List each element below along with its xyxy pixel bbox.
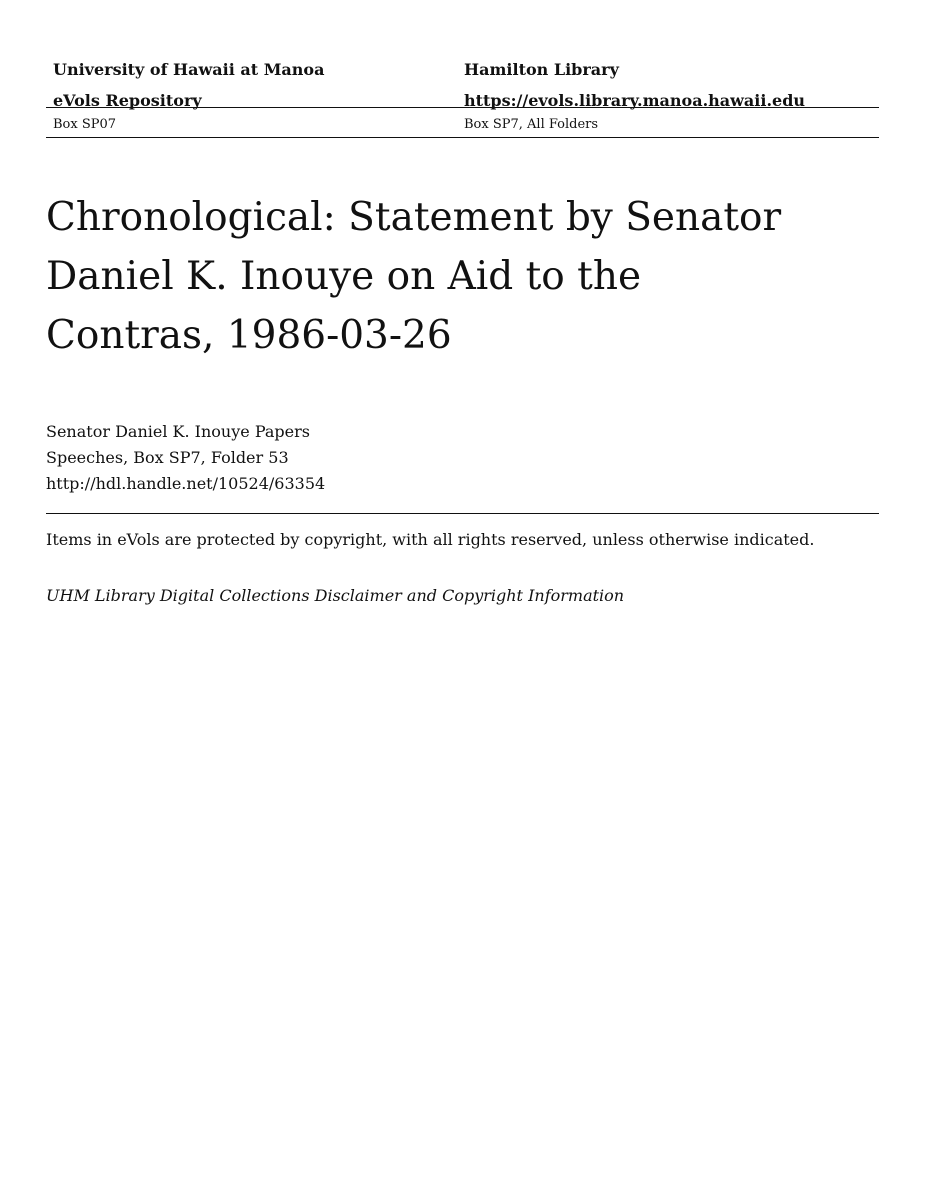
repository-url: https://evols.library.manoa.hawaii.edu [464, 91, 806, 110]
rights-statement: Items in eVols are protected by copyright, with all rights reserved, unless otherwise indicated. [46, 530, 815, 549]
header-divider [46, 107, 879, 108]
collection-name: Senator Daniel K. Inouye Papers [46, 422, 310, 441]
library-name: Hamilton Library [464, 60, 619, 79]
repository-name: eVols Repository [53, 91, 202, 110]
handle-link[interactable]: http://hdl.handle.net/10524/63354 [46, 474, 326, 493]
box-label-right: Box SP7, All Folders [464, 117, 599, 132]
footer-divider [46, 513, 879, 514]
institution-name: University of Hawaii at Manoa [53, 60, 325, 79]
box-info-divider [46, 137, 879, 138]
document-title [46, 188, 806, 365]
title-line-3: Contras, 1986-03-26 [46, 313, 452, 358]
box-info-row [46, 116, 879, 134]
folder-location: Speeches, Box SP7, Folder 53 [46, 448, 289, 467]
disclaimer-link[interactable]: UHM Library Digital Collections Disclaimer and Copyright Information [46, 586, 625, 605]
title-line-1: Chronological: Statement by Senator [46, 195, 782, 240]
title-line-2: Daniel K. Inouye on Aid to the [46, 254, 642, 299]
document-metadata [46, 419, 325, 497]
box-label-left: Box SP07 [53, 117, 117, 132]
